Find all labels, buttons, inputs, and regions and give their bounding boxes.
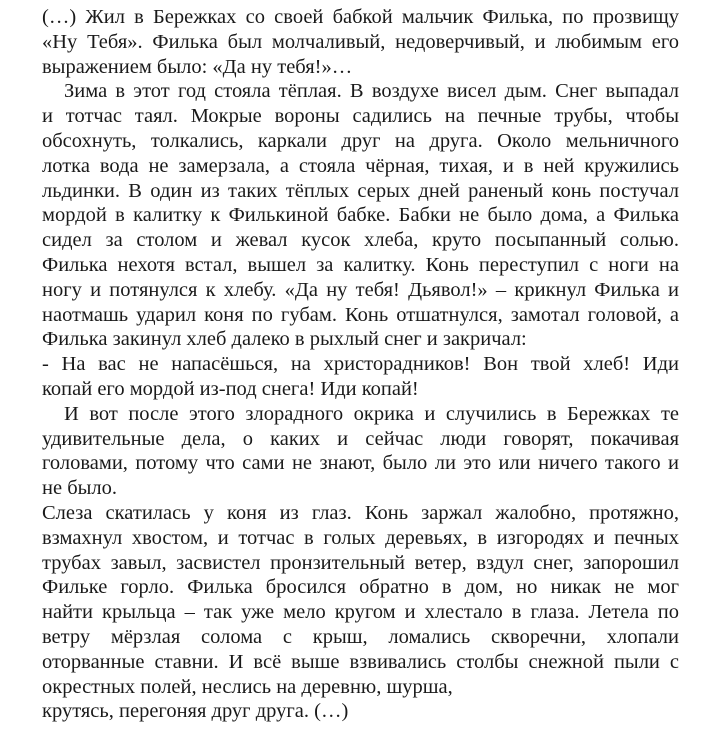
text-line: - На вас не напасёшься, на христорадников! Вон твой хлеб! Иди	[42, 353, 679, 376]
text-line: удивительные дела, о каких и сейчас люди говорят, покачивая	[42, 427, 679, 450]
text-line: И вот после этого злорадного окрика и случились в Бережках те	[64, 402, 679, 425]
text-line: Фильке горло. Филька бросился обратно в дом, но никак не мог	[42, 576, 679, 599]
text-line: ногу и потянулся к хлебу. «Да ну тебя! Дьявол!» – крикнул Филька и	[42, 278, 679, 301]
text-line: Зима в этот год стояла тёплая. В воздухе висел дым. Снег выпадал	[64, 80, 679, 103]
text-line: головами, потому что сами не знают, было ли это или ничего такого и	[42, 452, 679, 475]
text-line: взмахнул хвостом, и тотчас в голых деревьях, в изгородях и печных	[42, 526, 679, 549]
text-line: «Ну Тебя». Филька был молчаливый, недоверчивый, и любимым его	[42, 30, 679, 53]
document-text	[42, 5, 679, 724]
text-line: трубах завыл, засвистел пронзительный ветер, вздул снег, запорошил	[42, 551, 679, 574]
text-line: Слеза скатилась у коня из глаз. Конь заржал жалобно, протяжно,	[42, 501, 679, 524]
text-line: Филька нехотя встал, вышел за калитку. Конь переступил с ноги на	[42, 253, 679, 276]
text-line: (…) Жил в Бережках со своей бабкой мальчик Филька, по прозвищу	[42, 6, 679, 28]
text-line: ветру мёрзлая солома с крыш, ломались скворечни, хлопали	[42, 625, 679, 648]
text-line: обсохнуть, толкались, каркали друг на друга. Около мельничного	[42, 129, 679, 152]
text-line: оторванные ставни. И всё выше взвивались столбы снежной пыли с	[42, 650, 679, 673]
text-line: копай его мордой из-под снега! Иди копай!	[42, 377, 419, 400]
text-line: лотка вода не замерзала, а стояла чёрная, тихая, и в ней кружились	[42, 154, 679, 177]
text-line: сидел за столом и жевал кусок хлеба, круто посыпанный солью.	[42, 229, 679, 252]
text-line: крутясь, перегоняя друг друга. (…)	[42, 700, 349, 723]
text-line: найти крыльца – так уже мело кругом и хлестало в глаза. Летела по	[42, 601, 679, 624]
text-line: мордой в калитку к Филькиной бабке. Бабки не было дома, а Филька	[42, 204, 679, 227]
text-line: окрестных полей, неслись на деревню, шурша,	[42, 675, 453, 698]
text-line: и тотчас таял. Мокрые вороны садились на печные трубы, чтобы	[42, 105, 679, 128]
text-line: выражением было: «Да ну тебя!»…	[42, 55, 353, 78]
text-line: Филька закинул хлеб далеко в рыхлый снег и закричал:	[42, 328, 527, 351]
text-line: наотмашь ударил коня по губам. Конь отшатнулся, замотал головой, а	[42, 303, 679, 326]
text-line: льдинки. В один из таких тёплых серых дней раненый конь постучал	[42, 179, 679, 202]
text-line: не было.	[42, 477, 118, 500]
